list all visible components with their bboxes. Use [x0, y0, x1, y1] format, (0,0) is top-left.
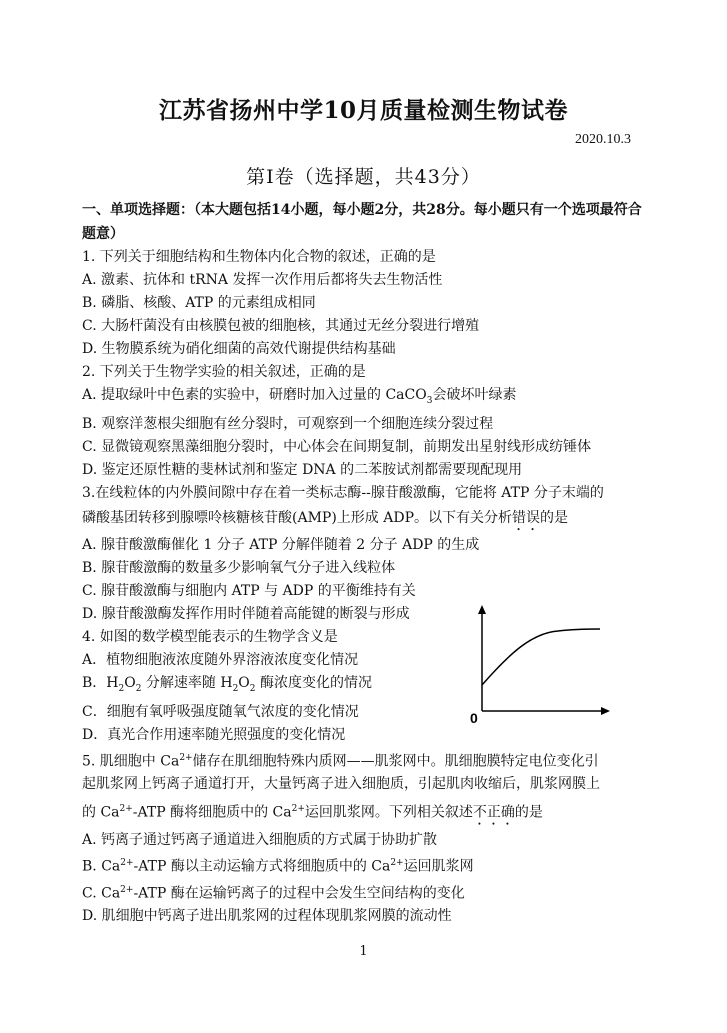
q4-b-text: 酶浓度变化的情况 [255, 674, 372, 691]
q2-option-d: D. 鉴定还原性糖的斐林试剂和鉴定 DNA 的二苯胺试剂都需要现配现用 [82, 461, 523, 478]
q5-option-c [82, 879, 647, 906]
q5-text: -ATP 酶将细胞质中的 Ca [132, 804, 292, 821]
emphasized-word: 错误 [512, 509, 540, 526]
q2-a-text-end: 会破坏叶绿素 [432, 387, 517, 403]
q4-option-a: A．植物细胞液浓度随外界溶液浓度变化情况 [82, 651, 359, 668]
q5-text: 储存在肌细胞特殊内质网——肌浆网中。肌细胞膜特定电位变化引 [192, 753, 599, 770]
q5-stem-line3 [82, 796, 647, 829]
q1-option-a: A. 激素、抗体和 tRNA 发挥一次作用后都将失去生物活性 [82, 272, 443, 288]
q5-text: 的 Ca [82, 804, 120, 821]
q4-option-d: D．真光合作用速率随光照强度的变化情况 [82, 726, 346, 743]
q5-b-text: 运回肌浆网 [403, 858, 474, 875]
q5-option-d: D. 肌细胞中钙离子进出肌浆网的过程体现肌浆网膜的流动性 [82, 908, 452, 925]
q5-option-b [82, 852, 647, 879]
subscript: 2 [232, 683, 239, 694]
q5-option-a: A. 钙离子通过钙离子通道进入细胞质的方式属于协助扩散 [82, 831, 438, 848]
q3-stem-text: 磷酸基团转移到腺嘌呤核糖核苷酸(AMP)上形成 ADP。以下有关分析 [82, 509, 512, 526]
q1-stem: 1. 下列关于细胞结构和生物体内化合物的叙述，正确的是 [82, 249, 436, 265]
subscript: 2 [118, 683, 125, 694]
q5-text: 运回肌浆网。下列相关叙述 [304, 804, 473, 821]
q5-c-text: C. Ca [82, 885, 121, 902]
q4-b-text: O [238, 674, 250, 691]
superscript: 2+ [390, 857, 404, 868]
q3-option-b: B. 腺苷酸激酶的数量多少影响氧气分子进入线粒体 [82, 559, 396, 576]
subscript: 3 [426, 395, 433, 406]
q3-stem-line2 [82, 505, 647, 534]
q4-b-text: 分解速率随 H [141, 674, 233, 691]
q4-stem: 4. 如图的数学模型能表示的生物学含义是 [82, 628, 338, 645]
q3-stem-end: 的是 [540, 509, 568, 526]
math-model-graph [470, 603, 610, 725]
instructions: 一、单项选择题：（本大题包括14小题，每小题2分，共28分。每小题只有一个选项最符合题意） [82, 202, 642, 242]
page-number: 1 [359, 944, 368, 959]
q5-b-text: B. Ca [82, 858, 121, 875]
q2-option-b: B. 观察洋葱根尖细胞有丝分裂时，可观察到一个细胞连续分裂过程 [82, 415, 494, 432]
subscript: 2 [249, 683, 256, 694]
exam-date: 2020.10.3 [575, 132, 631, 147]
q5-stem-line1 [82, 747, 647, 774]
q5-c-text: -ATP 酶在运输钙离子的过程中会发生空间结构的变化 [133, 885, 465, 902]
q3-stem-line1: 3.在线粒体的内外膜间隙中存在着一类标志酶--腺苷酸激酶，它能将 ATP 分子末端的 [82, 484, 604, 501]
q2-option-a [82, 384, 647, 413]
subscript: 2 [135, 683, 142, 694]
question-content [82, 198, 647, 928]
exam-title: 江苏省扬州中学10月质量检测生物试卷 [158, 97, 568, 124]
q1-option-c: C. 大肠杆菌没有由核膜包被的细胞核，其通过无丝分裂进行增殖 [82, 318, 480, 334]
superscript: 2+ [179, 752, 193, 763]
q2-option-c: C. 显微镜观察黑藻细胞分裂时，中心体会在间期复制，前期发出星射线形成纺锤体 [82, 438, 592, 455]
y-axis-arrow [478, 605, 486, 614]
superscript: 2+ [291, 804, 305, 815]
origin-label: 0 [470, 710, 478, 725]
q5-stem-line2: 起肌浆网上钙离子通道打开，大量钙离子进入细胞质，引起肌肉收缩后，肌浆网膜上 [82, 776, 600, 793]
q2-stem: 2. 下列关于生物学实验的相关叙述，正确的是 [82, 364, 366, 380]
q4-b-text: O [124, 674, 136, 691]
q1-option-d: D. 生物膜系统为硝化细菌的高效代谢提供结构基础 [82, 341, 396, 357]
q4-option-c: C．细胞有氧呼吸强度随氧气浓度的变化情况 [82, 703, 359, 720]
q2-a-text: A. 提取绿叶中色素的实验中，研磨时加入过量的 CaCO [82, 387, 427, 403]
superscript: 2+ [120, 857, 134, 868]
q4-b-text: B．H [82, 674, 119, 691]
superscript: 2+ [120, 884, 134, 895]
q3-option-a: A. 腺苷酸激酶催化 1 分子 ATP 分解伴随着 2 分子 ADP 的生成 [82, 536, 480, 553]
q3-option-d: D. 腺苷酸激酶发挥作用时伴随着高能键的断裂与形成 [82, 605, 410, 622]
q3-option-c: C. 腺苷酸激酶与细胞内 ATP 与 ADP 的平衡维持有关 [82, 582, 416, 599]
q5-text: 的是 [514, 804, 543, 821]
saturation-curve [482, 629, 600, 685]
q5-b-text: -ATP 酶以主动运输方式将细胞质中的 Ca [133, 858, 391, 875]
superscript: 2+ [119, 804, 133, 815]
emphasized-word: 不正确 [472, 804, 515, 821]
q5-text: 5. 肌细胞中 Ca [82, 753, 180, 770]
section-title: 第Ⅰ卷（选择题，共43分） [246, 166, 481, 188]
q1-option-b: B. 磷脂、核酸、ATP 的元素组成相同 [82, 295, 316, 311]
x-axis-arrow [601, 707, 610, 715]
